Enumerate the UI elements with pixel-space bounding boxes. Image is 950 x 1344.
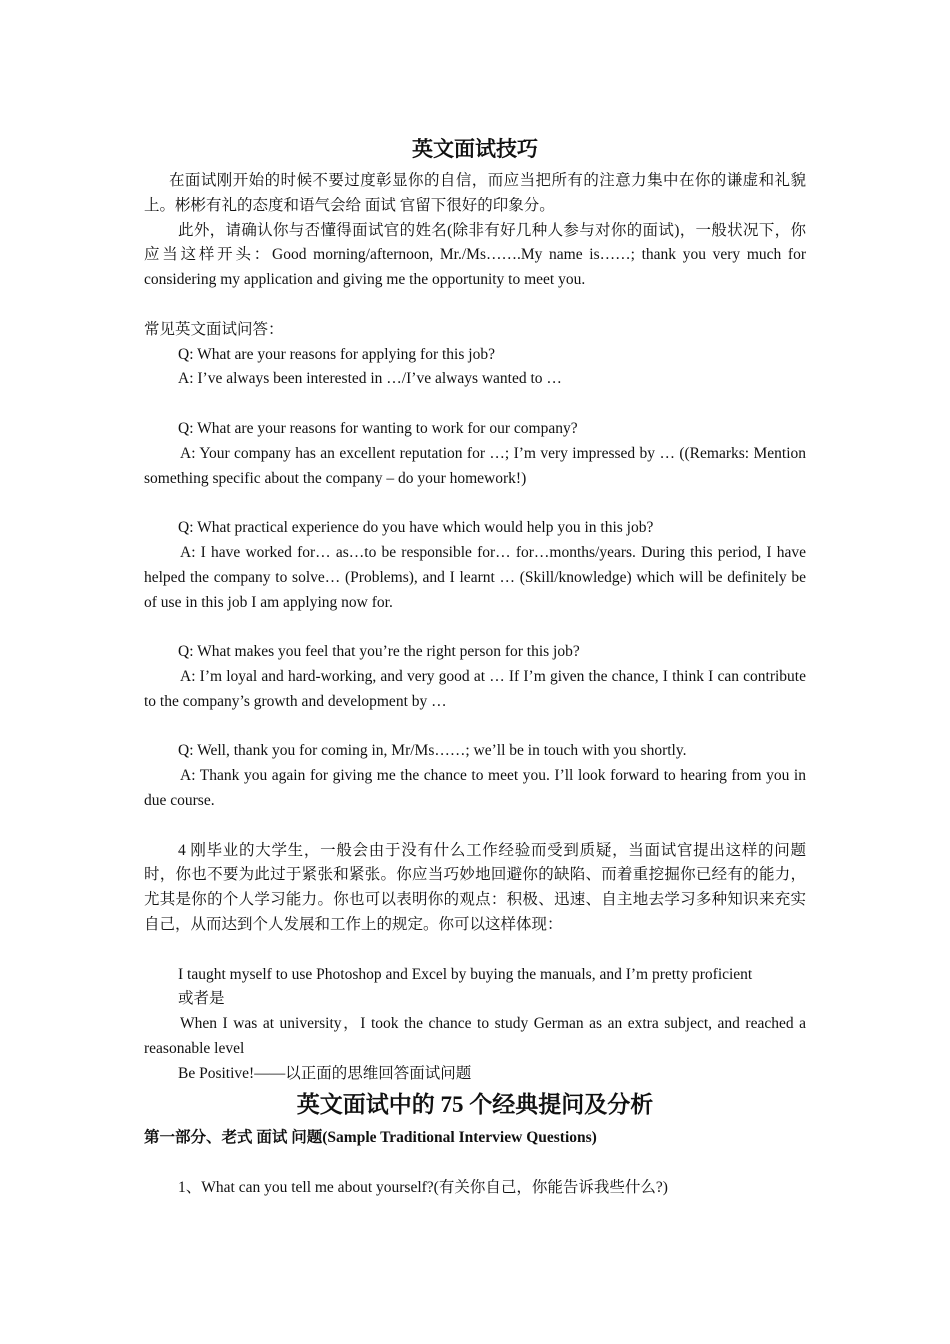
question-text: Q: What are your reasons for wanting to work for our company? [178, 419, 578, 437]
tip-4-paragraph: 4 刚毕业的大学生，一般会由于没有什么工作经验而受到质疑，当面试官提出这样的问题时，你也不要为此过于紧张和紧张。你应当巧妙地回避你的缺陷、而着重挖掘你已经有的能力，尤其是你的个人学习能力。你也可以表明你的观点：积极、迅速、自主地去学习多种知识来充实自己，从而达到个人发展和工作上的规定。你可以这样体现： [144, 841, 806, 933]
answer-text: A: I’m loyal and hard-working, and very good at … If I’m given the chance, I think I can contribute to the company’s growth and development by … [144, 667, 806, 710]
qa-heading: 常见英文面试问答： [144, 320, 284, 338]
answer-text: A: I have worked for… as…to be responsible for… for…months/years. During this period, I have helped the company to solve… (Problems), and I learnt … (Skill/knowledge) which will be definitely be of use in this job I am applying now for. [144, 543, 806, 611]
answer-text: A: I’ve always been interested in …/I’ve always wanted to … [178, 370, 562, 388]
intro-paragraph-1: 在面试刚开始的时候不要过度彰显你的自信，而应当把所有的注意力集中在你的谦虚和礼貌上。彬彬有礼的态度和语气会给 面试 官留下很好的印象分。 [144, 172, 806, 214]
document-body [144, 134, 806, 1201]
answer-text: A: Thank you again for giving me the chance to meet you. I’ll look forward to hearing from you in due course. [144, 767, 806, 809]
example-2: When I was at university，I took the chance to study German as an extra subject, and reached a reasonable level [144, 1015, 806, 1057]
question-text: Q: Well, thank you for coming in, Mr/Ms……; we’ll be in touch with you shortly. [178, 742, 687, 760]
intro-paragraph-2: 此外，请确认你与否懂得面试官的姓名(除非有好几种人参与对你的面试)，一般状况下，你应当这样开头：Good morning/afternoon, Mr./Ms…….My name is……; thank you very much for considering my application and giving me the opportunity to meet you. [144, 221, 806, 289]
part-1-heading: 第一部分、老式 面试 问题(Sample Traditional Interview Questions) [144, 1129, 597, 1147]
question-1: 1、What can you tell me about yourself?(有关你自己，你能告诉我些什么?) [178, 1179, 668, 1197]
example-1: I taught myself to use Photoshop and Excel by buying the manuals, and I’m pretty proficient [178, 965, 753, 983]
question-text: Q: What makes you feel that you’re the right person for this job? [178, 643, 580, 661]
answer-text: A: Your company has an excellent reputation for …; I’m very impressed by … ((Remarks: Mention something specific about the company – do your homework!) [144, 444, 806, 487]
section-title: 英文面试中的 75 个经典提问及分析 [296, 1092, 654, 1118]
question-text: Q: What practical experience do you have which would help you in this job? [178, 519, 654, 537]
question-text: Q: What are your reasons for applying for this job? [178, 345, 495, 363]
page-title: 英文面试技巧 [412, 137, 538, 161]
or-text: 或者是 [178, 990, 225, 1008]
be-positive-line: Be Positive!——以正面的思维回答面试问题 [178, 1064, 472, 1082]
